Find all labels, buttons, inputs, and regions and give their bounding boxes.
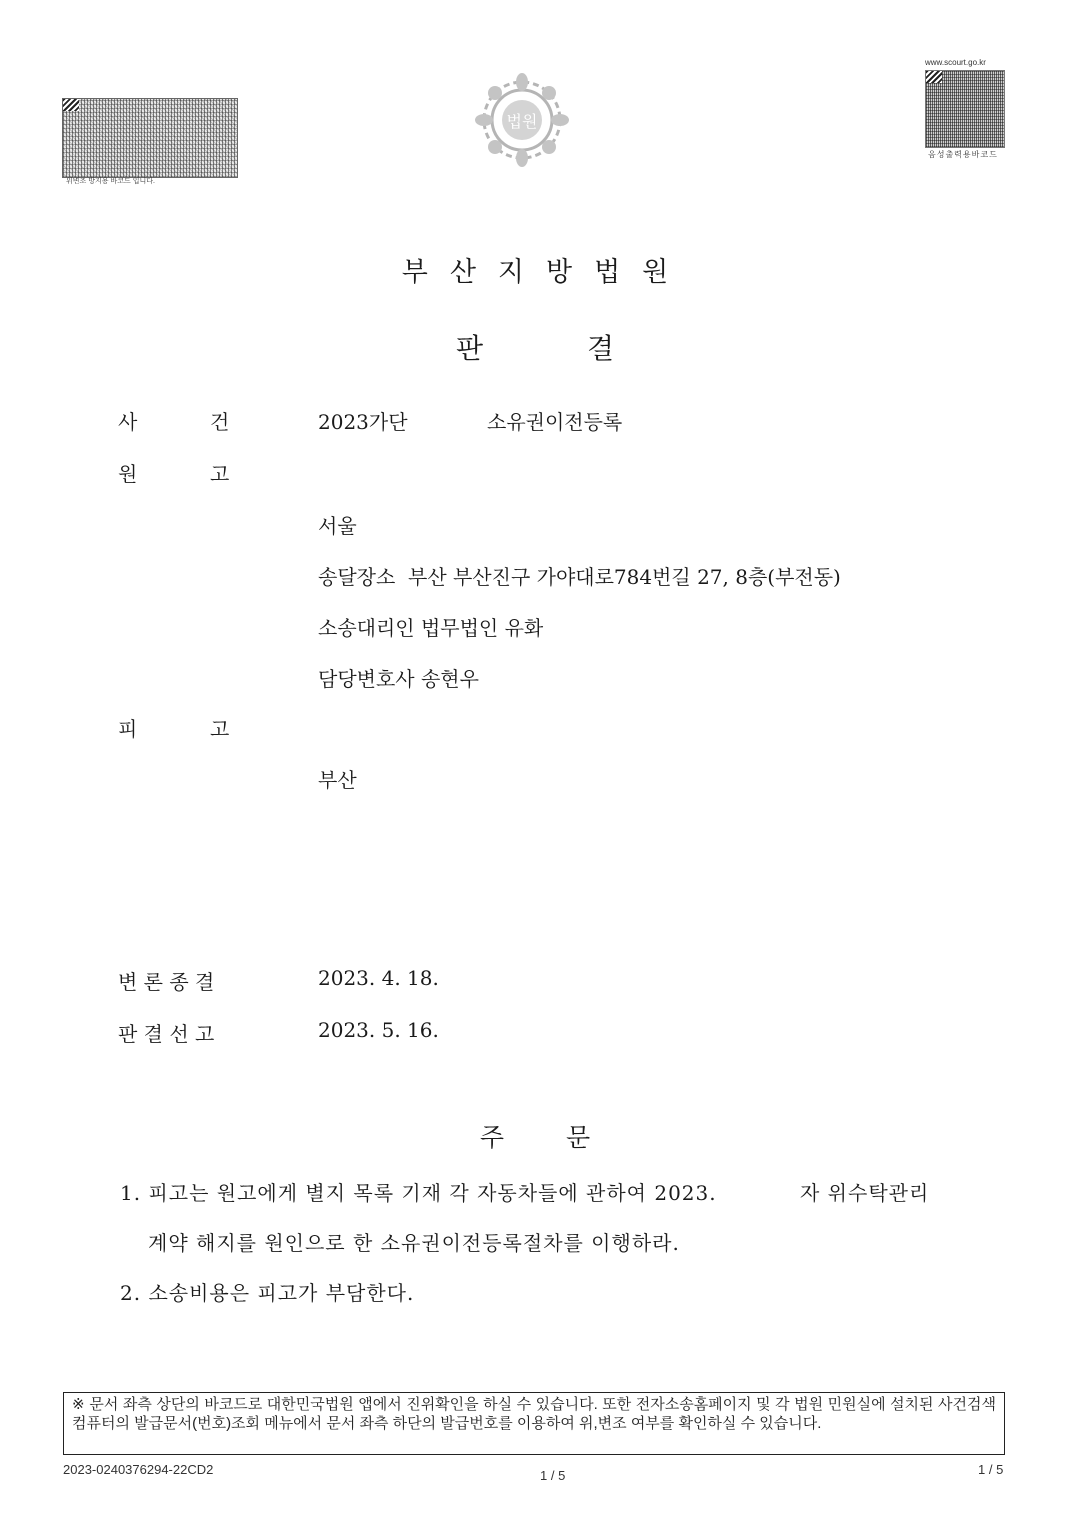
plaintiff-lawyer: 담당변호사 송현우 [318,667,479,691]
site-url: www.scourt.go.kr [925,58,986,67]
anti-forgery-barcode [62,98,238,178]
audio-output-barcode-caption: 음성출력용바코드 [928,150,998,159]
case-name: 소유권이전등록 [487,410,623,434]
order-item-1-line-2: 계약 해지를 원인으로 한 소유권이전등록절차를 이행하라. [148,1231,680,1255]
verification-notice: ※ 문서 좌측 상단의 바코드로 대한민국법원 앱에서 진위확인을 하실 수 있습니다. 또한 전자소송홈페이지 및 각 법원 민원실에 설치된 사건검색 컴퓨터의 발급문서(번호)조회 메뉴에서 문서 좌측 하단의 발급번호를 이용하여 위,변조 여부를 확인하실 수 있습니다. [63,1392,1005,1455]
defendant-label-char-2: 고 [210,717,230,741]
order-item-2: 2. 소송비용은 피고가 부담한다. [120,1281,415,1305]
barcode-corner-mark [63,99,79,111]
defendant-label-char-1: 피 [118,717,138,741]
page-number-center: 1 / 5 [540,1468,566,1483]
verdict-date: 2023. 5. 16. [318,1018,439,1042]
order-title [0,1118,1070,1154]
plaintiff-service-address: 송달장소 부산 부산진구 가야대로784번길 27, 8층(부전동) [318,565,841,589]
barcode-corner-mark [926,71,942,83]
verdict-label: 판 결 선 고 [118,1022,215,1046]
issue-number: 2023-0240376294-22CD2 [63,1462,214,1477]
closing-date: 2023. 4. 18. [318,966,439,990]
order-item-1-line-1a: 1. 피고는 원고에게 별지 목록 기재 각 자동차들에 관하여 2023. [120,1181,717,1205]
document-title-char-1: 판 [455,332,483,365]
page-number-right: 1 / 5 [978,1462,1004,1477]
order-title-char-1: 주 [479,1123,504,1152]
case-number: 2023가단 [318,410,408,434]
order-title-char-2: 문 [566,1123,591,1152]
document-title [0,327,1070,367]
case-label-char-1: 사 [118,410,138,434]
defendant-city: 부산 [318,768,357,792]
audio-output-barcode [925,70,1005,148]
plaintiff-city: 서울 [318,514,357,538]
court-seal-label: 법원 [506,112,538,131]
case-label-char-2: 건 [210,410,230,434]
document-title-char-2: 결 [587,332,615,365]
plaintiff-label-char-1: 원 [118,462,138,486]
order-item-1-line-1b: 자 위수탁관리 [800,1181,930,1205]
plaintiff-label-char-2: 고 [210,462,230,486]
court-name: 부산지방법원 [401,257,691,288]
court-seal-icon [474,72,570,168]
plaintiff-attorney: 소송대리인 법무법인 유화 [318,616,544,640]
closing-label: 변 론 종 결 [118,970,215,994]
anti-forgery-barcode-caption: 위변조 방지용 바코드 입니다. [66,178,155,185]
